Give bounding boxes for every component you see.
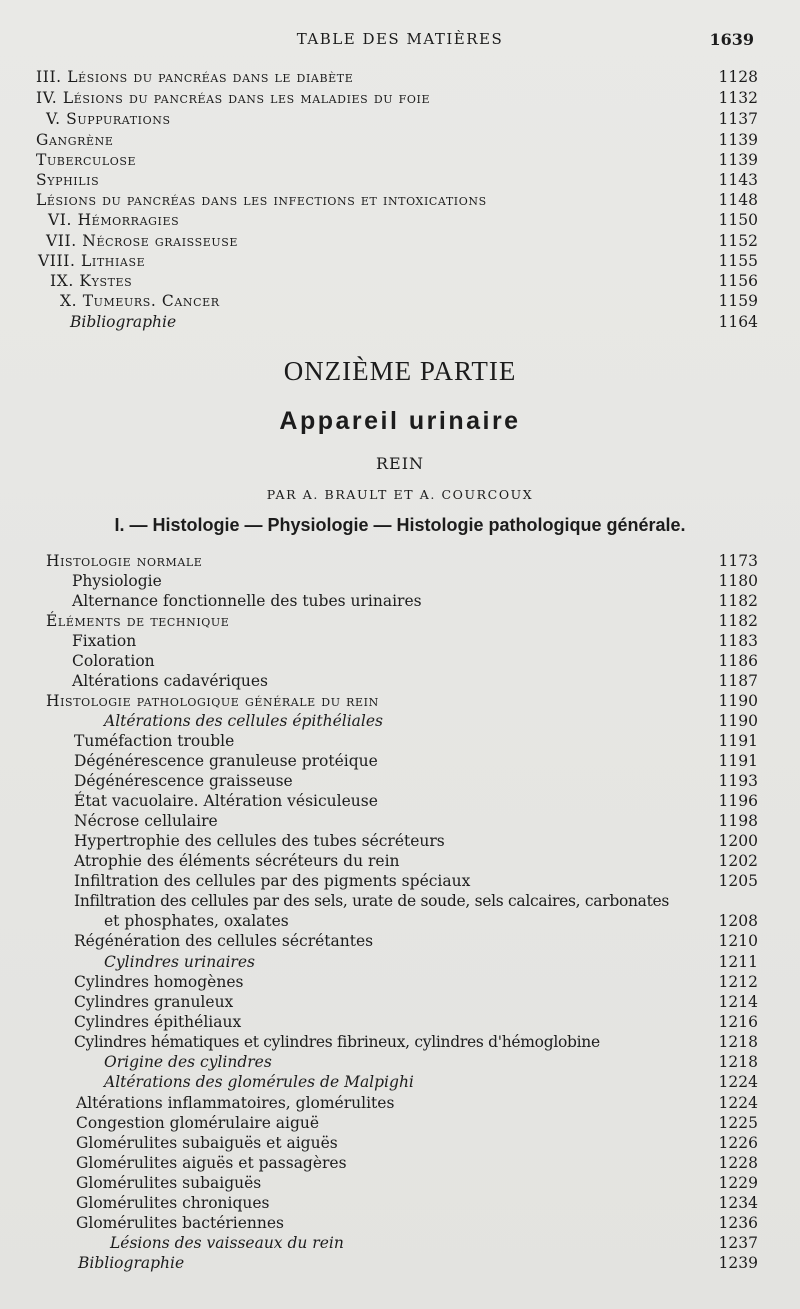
leader-dots xyxy=(282,671,696,691)
toc-entry-label: Atrophie des éléments sécréteurs du rein xyxy=(74,852,400,870)
leader-dots xyxy=(112,170,690,190)
toc-entry xyxy=(0,791,800,811)
leader-dots xyxy=(236,551,696,571)
toc-entry-page: 1236 xyxy=(718,1214,758,1232)
toc-entry xyxy=(0,671,800,691)
toc-entry-label: VI. Hémorragies xyxy=(48,211,180,229)
leader-dots xyxy=(412,67,690,87)
leader-dots xyxy=(126,130,690,150)
toc-entry xyxy=(0,210,800,230)
toc-entry xyxy=(0,931,800,951)
toc-entry-page: 1224 xyxy=(718,1073,758,1091)
toc-entry xyxy=(0,1253,800,1273)
toc-entry-label: IV. Lésions du pancréas dans les maladies du foie xyxy=(36,89,431,107)
toc-entry-label: Tuméfaction trouble xyxy=(74,732,235,750)
toc-entry-label: Lésions du pancréas dans les infections et intoxications xyxy=(36,191,487,209)
toc-entry xyxy=(0,771,800,791)
toc-entry-page: 1214 xyxy=(718,993,758,1011)
toc-entry-label: V. Suppurations xyxy=(46,110,171,128)
toc-entry-label: Glomérulites chroniques xyxy=(76,1194,270,1212)
toc-entry-label: IX. Kystes xyxy=(50,272,133,290)
leader-dots xyxy=(206,210,690,230)
leader-dots xyxy=(160,271,690,291)
leader-dots xyxy=(436,1072,696,1092)
toc-entry-label: Bibliographie xyxy=(78,1254,185,1272)
leader-dots xyxy=(302,771,696,791)
toc-entry-label: Éléments de technique xyxy=(46,612,230,630)
toc-entry xyxy=(0,170,800,190)
toc-entry xyxy=(0,811,800,831)
toc-entry xyxy=(0,130,800,150)
leader-dots xyxy=(516,88,690,108)
toc-entry-label: Glomérulites aiguës et passagères xyxy=(76,1154,347,1172)
chapter-title: I. — Histologie — Physiologie — Histologie pathologique générale. xyxy=(114,515,686,535)
toc-entry-page: 1216 xyxy=(718,1013,758,1031)
toc-entry-label: Glomérulites subaiguës et aiguës xyxy=(76,1134,338,1152)
toc-entry xyxy=(0,611,800,631)
toc-entry-page: 1196 xyxy=(718,792,758,810)
leader-dots xyxy=(572,190,690,210)
toc-entry xyxy=(0,952,800,972)
toc-entry xyxy=(0,1052,800,1072)
toc-entry xyxy=(0,271,800,291)
leader-dots xyxy=(158,150,690,170)
leader-dots xyxy=(490,871,696,891)
toc-entry-label: Cylindres granuleux xyxy=(74,993,234,1011)
toc-entry xyxy=(0,871,800,891)
toc-entry xyxy=(0,751,800,771)
toc-entry-page: 1212 xyxy=(718,973,758,991)
running-title: TABLE DES MATIÈRES xyxy=(296,30,504,48)
toc-entry-page: 1218 xyxy=(718,1053,758,1071)
toc-entry-page: 1210 xyxy=(718,932,758,950)
toc-entry-page: 1180 xyxy=(718,572,758,590)
toc-entry-page: 1137 xyxy=(718,110,758,128)
toc-entry-page: 1182 xyxy=(718,612,758,630)
toc-entry xyxy=(0,231,800,251)
toc-entry xyxy=(0,1193,800,1213)
leader-dots xyxy=(386,751,696,771)
toc-entry-page: 1224 xyxy=(718,1094,758,1112)
toc-entry-label: Tuberculose xyxy=(36,151,137,169)
toc-entry xyxy=(0,551,800,571)
toc-entry xyxy=(0,831,800,851)
toc-entry xyxy=(0,1093,800,1113)
toc-entry-page: 1173 xyxy=(718,552,758,570)
toc-entry xyxy=(0,109,800,129)
toc-entry xyxy=(0,651,800,671)
toc-entry-label: Coloration xyxy=(72,652,155,670)
toc-entry-page: 1239 xyxy=(718,1254,758,1272)
toc-entry-page: 1211 xyxy=(718,953,758,971)
toc-entry-page: 1186 xyxy=(718,652,758,670)
toc-entry xyxy=(0,851,800,871)
toc-entry-page: 1159 xyxy=(718,292,758,310)
page-number: 1639 xyxy=(709,30,754,49)
toc-entry-page: 1228 xyxy=(718,1154,758,1172)
leader-dots xyxy=(296,231,690,251)
toc-entry-label: Cylindres urinaires xyxy=(104,953,255,971)
leader-dots xyxy=(152,631,696,651)
toc-entry xyxy=(0,691,800,711)
toc-entry xyxy=(0,591,800,611)
leader-dots xyxy=(274,1173,696,1193)
toc-entry xyxy=(0,88,800,108)
toc-entry-page: 1229 xyxy=(718,1174,758,1192)
leader-dots xyxy=(360,1133,696,1153)
toc-entry xyxy=(0,631,800,651)
toc-entry xyxy=(0,312,800,332)
toc-entry-label: Physiologie xyxy=(72,572,162,590)
toc-entry xyxy=(0,1113,800,1133)
leader-dots xyxy=(196,109,690,129)
toc-entry-label: Hypertrophie des cellules des tubes sécréteurs xyxy=(74,832,445,850)
toc-entry-label: VII. Nécrose graisseuse xyxy=(46,232,238,250)
toc-entry-page: 1182 xyxy=(718,592,758,610)
leader-dots xyxy=(250,291,690,311)
toc-entry xyxy=(0,1072,800,1092)
leader-dots xyxy=(388,931,696,951)
toc-entry xyxy=(0,731,800,751)
toc-entry-label: Bibliographie xyxy=(70,313,177,331)
toc-entry-page: 1128 xyxy=(718,68,758,86)
toc-entry xyxy=(0,1173,800,1193)
leader-dots xyxy=(428,1093,696,1113)
toc-entry-page: 1191 xyxy=(718,732,758,750)
toc-entry xyxy=(0,67,800,87)
toc-entry xyxy=(0,711,800,731)
toc-entry-page: 1164 xyxy=(718,313,758,331)
toc-entry-page: 1190 xyxy=(718,712,758,730)
toc-entry-label: Fixation xyxy=(72,632,137,650)
toc-entry-page: 1139 xyxy=(718,131,758,149)
toc-entry-label: Dégénérescence graisseuse xyxy=(74,772,293,790)
toc-entry xyxy=(0,571,800,591)
toc-entry-label: Glomérulites bactériennes xyxy=(76,1214,285,1232)
toc-entry-label: Altérations des cellules épithéliales xyxy=(104,712,383,730)
leader-dots xyxy=(440,591,696,611)
toc-entry xyxy=(0,891,800,911)
leader-dots xyxy=(360,1153,696,1173)
running-head xyxy=(0,30,800,52)
leader-dots xyxy=(304,911,696,931)
toc-entry-label: Altérations des glomérules de Malpighi xyxy=(104,1073,414,1091)
toc-entry-page: 1193 xyxy=(718,772,758,790)
leader-dots xyxy=(286,1193,696,1213)
leader-dots xyxy=(176,571,696,591)
leader-dots xyxy=(412,791,696,811)
toc-entry-page: 1218 xyxy=(718,1033,758,1051)
toc-entry xyxy=(0,1032,800,1052)
toc-entry xyxy=(0,992,800,1012)
leader-dots xyxy=(272,611,696,631)
toc-entry-page: 1183 xyxy=(718,632,758,650)
toc-entry xyxy=(0,1213,800,1233)
toc-entry xyxy=(0,1133,800,1153)
toc-entry-label: X. Tumeurs. Cancer xyxy=(60,292,220,310)
leader-dots xyxy=(196,1253,696,1273)
leader-dots xyxy=(656,1032,696,1052)
toc-entry-label: et phosphates, oxalates xyxy=(104,912,289,930)
leader-dots xyxy=(250,731,696,751)
toc-entry-label: Lésions des vaisseaux du rein xyxy=(110,1234,344,1252)
toc-entry-label: Alternance fonctionnelle des tubes urinaires xyxy=(72,592,422,610)
toc-entry-label: Cylindres épithéliaux xyxy=(74,1013,242,1031)
toc-entry-page: 1200 xyxy=(718,832,758,850)
leader-dots xyxy=(170,651,696,671)
toc-entry xyxy=(0,1012,800,1032)
toc-entry-label: Congestion glomérulaire aiguë xyxy=(76,1114,320,1132)
toc-entry-label: Cylindres hématiques et cylindres fibrineux, cylindres d'hémoglobine xyxy=(74,1033,600,1051)
authors-line: PAR A. BRAULT ET A. COURCOUX xyxy=(266,487,534,502)
leader-dots xyxy=(190,251,690,271)
toc-entry-page: 1143 xyxy=(718,171,758,189)
leader-dots xyxy=(252,972,696,992)
leader-dots xyxy=(474,831,696,851)
toc-entry-label: Cylindres homogènes xyxy=(74,973,244,991)
section-title: Appareil urinaire xyxy=(279,407,521,435)
toc-entry-label: État vacuolaire. Altération vésiculeuse xyxy=(74,792,378,810)
toc-entry-page: 1156 xyxy=(718,272,758,290)
toc-entry-page: 1139 xyxy=(718,151,758,169)
toc-entry-page: 1205 xyxy=(718,872,758,890)
leader-dots xyxy=(186,312,690,332)
toc-entry-page: 1150 xyxy=(718,211,758,229)
toc-entry-label: Histologie normale xyxy=(46,552,203,570)
toc-entry-page: 1148 xyxy=(718,191,758,209)
toc-entry xyxy=(0,1233,800,1253)
toc-entry-page: 1152 xyxy=(718,232,758,250)
toc-entry-page: 1225 xyxy=(718,1114,758,1132)
toc-entry xyxy=(0,150,800,170)
leader-dots xyxy=(250,992,696,1012)
leader-dots xyxy=(440,691,696,711)
toc-entry-page: 1237 xyxy=(718,1234,758,1252)
toc-entry-label: Altérations inflammatoires, glomérulites xyxy=(76,1094,395,1112)
leader-dots xyxy=(416,851,696,871)
toc-entry xyxy=(0,190,800,210)
toc-entry xyxy=(0,291,800,311)
leader-dots xyxy=(358,1233,696,1253)
toc-entry xyxy=(0,1153,800,1173)
toc-entry-page: 1132 xyxy=(718,89,758,107)
toc-entry-label: Infiltration des cellules par des pigments spéciaux xyxy=(74,872,471,890)
toc-entry-page: 1198 xyxy=(718,812,758,830)
subsection-title: REIN xyxy=(375,454,425,473)
toc-entry-label: Nécrose cellulaire xyxy=(74,812,218,830)
toc-entry-label: Infiltration des cellules par des sels, urate de soude, sels calcaires, carbonates xyxy=(74,892,670,910)
toc-entry-page: 1191 xyxy=(718,752,758,770)
toc-entry-page: 1155 xyxy=(718,252,758,270)
toc-entry xyxy=(0,251,800,271)
toc-entry-page: 1234 xyxy=(718,1194,758,1212)
leader-dots xyxy=(384,711,696,731)
toc-entry-label: Origine des cylindres xyxy=(104,1053,272,1071)
toc-entry-label: Dégénérescence granuleuse protéique xyxy=(74,752,378,770)
leader-dots xyxy=(284,1052,696,1072)
toc-entry-label: Glomérulites subaiguës xyxy=(76,1174,262,1192)
leader-dots xyxy=(224,811,696,831)
leader-dots xyxy=(270,952,696,972)
toc-entry-label: VIII. Lithiase xyxy=(38,252,146,270)
toc-entry-page: 1190 xyxy=(718,692,758,710)
toc-entry-page: 1202 xyxy=(718,852,758,870)
toc-entry-label: Gangrène xyxy=(36,131,114,149)
part-title: ONZIÈME PARTIE xyxy=(283,356,517,386)
leader-dots xyxy=(258,1012,696,1032)
toc-entry-label: Régénération des cellules sécrétantes xyxy=(74,932,374,950)
toc-entry-label: III. Lésions du pancréas dans le diabète xyxy=(36,68,354,86)
toc-entry-page: 1226 xyxy=(718,1134,758,1152)
toc-entry xyxy=(0,911,800,931)
toc-entry-label: Syphilis xyxy=(36,171,100,189)
toc-entry xyxy=(0,972,800,992)
leader-dots xyxy=(298,1213,696,1233)
toc-entry-label: Altérations cadavériques xyxy=(72,672,268,690)
toc-entry-label: Histologie pathologique générale du rein xyxy=(46,692,379,710)
toc-entry-page: 1187 xyxy=(718,672,758,690)
leader-dots xyxy=(330,1113,696,1133)
toc-entry-page: 1208 xyxy=(718,912,758,930)
